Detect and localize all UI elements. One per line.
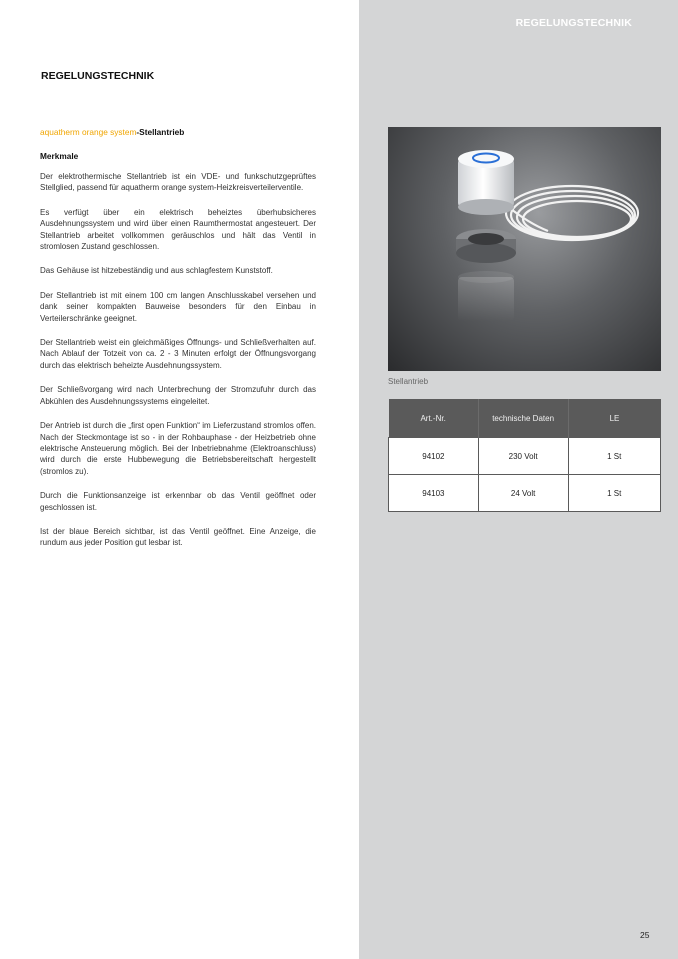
paragraph: Der Stellantrieb weist ein gleichmäßiges Öffnungs- und Schließverhalten auf. Nach Ablauf der Totzeit von ca. 2 - 3 Minuten erfolgt der Öffnungsvorgang durch das elektrisch beheizte Ausdehnungssystem. (40, 338, 316, 370)
paragraph: Der Schließvorgang wird nach Unterbrechung der Stromzufuhr durch das Abkühlen des Ausdehnungssystems eingeleitet. (40, 385, 316, 406)
product-photo (388, 127, 661, 371)
table-row (389, 475, 661, 512)
table-cell: 1 St (568, 475, 661, 512)
table-cell: 94102 (389, 438, 479, 475)
page-number: 25 (640, 930, 650, 940)
paragraph: Es verfügt über ein elektrisch beheiztes überhubsicheres Ausdehnungssystem und wird über einen Raumthermostat angesteuert. Der Stellantrieb arbeitet vollkommen geräuschlos und hält das Ventil in stromlosen Zustand geschlossen. (40, 207, 316, 252)
main-content (40, 127, 316, 562)
section-header-tag: REGELUNGSTECHNIK (515, 17, 632, 29)
reflection (458, 277, 514, 321)
column-header: LE (568, 399, 661, 438)
paragraph: Ist der blaue Bereich sichtbar, ist das Ventil geöffnet. Eine Anzeige, die rundum aus jeder Position gut lesbar ist. (40, 526, 316, 548)
cable-coil (506, 186, 638, 240)
paragraph: Der Stellantrieb ist mit einem 100 cm langen Anschlusskabel versehen und dank seiner kompakten Bauweise besonders für den Einbau in Verteilerschränke geeignet. (40, 290, 316, 323)
table-header-row (389, 399, 661, 438)
actuator-body (458, 150, 514, 215)
spec-table (388, 399, 661, 512)
image-caption: Stellantrieb (388, 377, 429, 386)
adapter-ring (456, 229, 516, 263)
product-brand: aquatherm orange system (40, 127, 137, 137)
paragraph: Der elektrothermische Stellantrieb ist ein VDE- und funkschutzgeprüftes Stellglied, passend für aquatherm orange system-Heizkreisverteilerventile. (40, 172, 316, 193)
column-header: Art.-Nr. (389, 399, 479, 438)
paragraph: Durch die Funktionsanzeige ist erkennbar ob das Ventil geöffnet oder geschlossen ist. (40, 491, 316, 512)
table-cell: 24 Volt (478, 475, 568, 512)
features-heading: Merkmale (40, 151, 79, 161)
page-title: REGELUNGSTECHNIK (41, 70, 155, 82)
paragraph: Das Gehäuse ist hitzebeständig und aus schlagfestem Kunststoff. (40, 266, 273, 276)
paragraph: Der Antrieb ist durch die „first open Funktion“ im Lieferzustand stromlos offen. Nach der Steckmontage ist so - in der Rohbauphase - der Heizbetrieb ohne elektrische Ansteuerung möglich. Bei der Inbetriebnahme (Elektroanschluss) wird durch die erste Hubbewegung die Betriebsbereitschaft hergestellt (stromlos zu). (40, 421, 316, 476)
actuator-illustration (388, 127, 661, 371)
column-header: technische Daten (478, 399, 568, 438)
table-cell: 1 St (568, 438, 661, 475)
table-cell: 94103 (389, 475, 479, 512)
table-cell: 230 Volt (478, 438, 568, 475)
product-name: -Stellantrieb (136, 127, 185, 137)
table-row (389, 438, 661, 475)
product-title (40, 127, 316, 137)
